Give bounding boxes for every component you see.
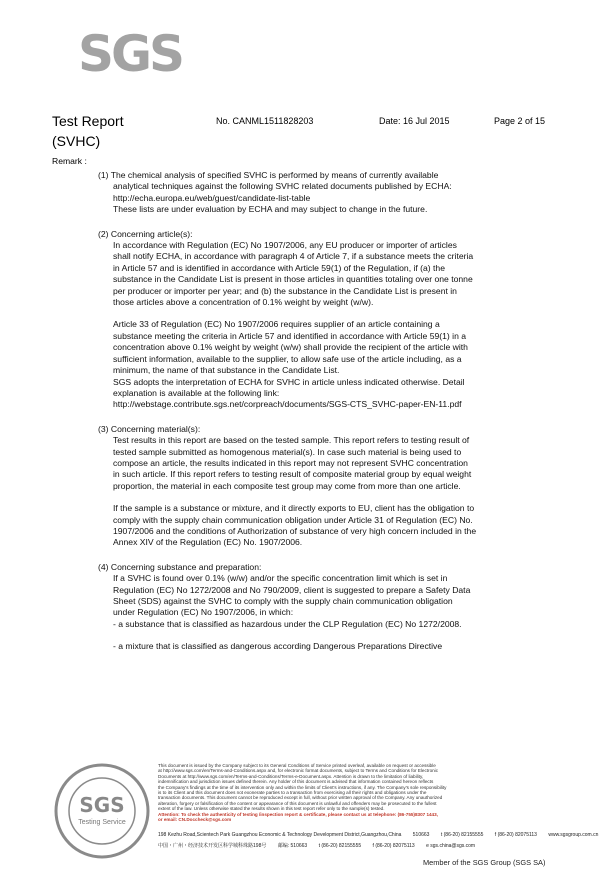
report-number: No. CANML1511828203 bbox=[216, 116, 314, 126]
link-text: http://webstage.contribute.sgs.net/corpreach/documents/SGS-CTS_SVHC-paper-EN-11.pdf bbox=[113, 399, 462, 410]
text-line: explanation is available at the following link: bbox=[113, 387, 280, 398]
seal-logo: SGS bbox=[79, 793, 125, 817]
text-line: tested sample submitted as homogenous material(s). In case such material is being used to bbox=[113, 446, 462, 457]
text-line: under Regulation (EC) No 1907/2006, in which: bbox=[113, 607, 294, 618]
text-line: analytical techniques against the following SVHC related documents published by ECHA: bbox=[113, 181, 452, 192]
text-line: - a substance that is classified as hazardous under the CLP Regulation (EC) No 1272/2008. bbox=[113, 618, 462, 629]
text-line: If the sample is a substance or mixture, and it directly exports to EU, client has the obligation to bbox=[113, 503, 475, 514]
text-line: proportion, the material in each composite test group may come from more than one article. bbox=[113, 480, 461, 491]
text-line: comply with the supply chain communication obligation under Article 31 of Regulation (EC) No. bbox=[113, 514, 473, 525]
section-heading: (2) Concerning article(s): bbox=[98, 228, 193, 239]
testing-service-seal bbox=[53, 762, 151, 860]
remark-body bbox=[98, 170, 558, 666]
disclaimer-line: indemnification and jurisdiction issues defined therein. Any holder of this document is advised that information contained hereon reflects bbox=[158, 779, 434, 785]
fax: f (86-20) 82075113 bbox=[494, 832, 537, 838]
text-line: Regulation (EC) No 1272/2008 and No 790/2009, client is suggested to prepare a Safety Data bbox=[113, 584, 471, 595]
section-1-lines bbox=[98, 181, 558, 215]
address-english bbox=[158, 832, 608, 838]
email: e sgs.china@sgs.com bbox=[426, 843, 476, 849]
seal-subtitle: Testing Service bbox=[78, 819, 126, 826]
text-line: In accordance with Regulation (EC) No 1907/2006, any EU producer or importer of articles bbox=[113, 240, 457, 251]
text-line: substance meeting the criteria in Article 57 and identified in accordance with Article 59(1) in a bbox=[113, 330, 467, 341]
text-line: substance in the Candidate List is present in those articles in quantities totaling over one tonne bbox=[113, 274, 473, 285]
authenticity-email: or email: CN.Doccheck@sgs.com bbox=[158, 817, 232, 823]
address-line: 198 Kezhu Road,Scientech Park Guangzhou Economic & Technology Development District,Guangzhou,China bbox=[158, 832, 402, 838]
postcode: 510663 bbox=[412, 832, 430, 838]
disclaimer-line: the Company's findings at the time of its intervention only and within the limits of Client's instructions, if any. The Company's sole responsibility bbox=[158, 784, 447, 790]
paragraph bbox=[113, 319, 558, 410]
postcode: 邮编: 510663 bbox=[277, 843, 308, 849]
text-line: compose an article, the results indicated in this report may not represent SVHC concentration bbox=[113, 457, 468, 468]
telephone: t (86-20) 82155555 bbox=[318, 843, 362, 849]
disclaimer-line: alteration, forgery or falsification of the content or appearance of this document is unlawful and offenders may be prosecuted to the fullest bbox=[158, 800, 437, 806]
paragraph bbox=[113, 641, 558, 652]
text-line: These lists are under evaluation by ECHA and may subject to change in the future. bbox=[113, 204, 428, 215]
disclaimer-line: at http://www.sgs.com/en/Terms-and-Conditions.aspx and, for electronic format documents, subject to Terms and Conditions for Electronic bbox=[158, 768, 439, 774]
page-number: Page 2 of 15 bbox=[494, 116, 546, 126]
text-line: Sheet (SDS) against the SVHC to comply with the supply chain communication obligation bbox=[113, 596, 453, 606]
disclaimer-line: This document is issued by the Company subject to its General Conditions of Service printed overleaf, available on request or accessible bbox=[158, 763, 436, 768]
fax: f (86-20) 82075113 bbox=[372, 843, 415, 849]
disclaimer-line: extent of the law. Unless otherwise stated the results shown in this test report refer only to the sample(s) tested. bbox=[158, 806, 385, 812]
text-line: those articles above a concentration of 0.1% weight by weight (w/w). bbox=[113, 297, 374, 308]
report-title-line1: Test Report bbox=[52, 113, 124, 129]
disclaimer-line: transaction documents. This document cannot be reproduced except in full, without prior written approval of the Company. Any unauthorized bbox=[158, 795, 443, 801]
section-3-content bbox=[98, 435, 558, 549]
paragraph bbox=[113, 503, 558, 549]
text-line: If a SVHC is found over 0.1% (w/w) and/or the specific concentration limit which is set in bbox=[113, 573, 448, 584]
section-4-content bbox=[98, 573, 558, 652]
paragraph bbox=[113, 240, 558, 308]
report-date: Date: 16 Jul 2015 bbox=[379, 116, 450, 126]
text-line: in such article. If this report refers to testing result of composite material group by equal weight bbox=[113, 469, 472, 480]
section-2-content bbox=[98, 240, 558, 411]
sgs-logo-text: SGS bbox=[78, 25, 183, 83]
section-heading: (4) Concerning substance and preparation: bbox=[98, 561, 262, 572]
address-chinese bbox=[158, 842, 485, 849]
remark-label: Remark : bbox=[52, 156, 87, 166]
telephone: t (86-20) 82155555 bbox=[440, 832, 484, 838]
disclaimer-line: Documents at http://www.sgs.com/en/Terms-and-Conditions/Terms-e-Document.aspx. Attention is drawn to the limitation of liability, bbox=[158, 773, 424, 779]
paragraph bbox=[113, 573, 558, 630]
text-line: shall notify ECHA, in accordance with paragraph 4 of Article 7, if a substance meets the criteria bbox=[113, 251, 474, 262]
text-line: Article 33 of Regulation (EC) No 1907/2006 requires supplier of an article containing a bbox=[113, 319, 440, 330]
sgs-logo bbox=[76, 25, 183, 83]
section-1 bbox=[98, 170, 558, 216]
address-line: 中国・广州・经济技术开发区科学城科珠路198号 bbox=[158, 843, 267, 849]
text-line: 1907/2006 and the conditions of Authorization of substance of very high concern included in the bbox=[113, 525, 477, 536]
member-line: Member of the SGS Group (SGS SA) bbox=[423, 858, 546, 867]
disclaimer-line: is to its Client and this document does not exonerate parties to a transaction from exercising all their rights and obligations under the bbox=[158, 790, 427, 796]
website: www.sgsgroup.com.cn bbox=[548, 832, 599, 838]
text-line: SGS adopts the interpretation of ECHA for SVHC in article unless indicated otherwise. Detail bbox=[113, 376, 465, 387]
section-3 bbox=[98, 424, 558, 549]
report-title-line2: (SVHC) bbox=[52, 133, 101, 149]
section-4 bbox=[98, 562, 558, 653]
paragraph bbox=[113, 435, 558, 492]
text-line: Test results in this report are based on the tested sample. This report refers to testing result of bbox=[113, 435, 470, 446]
text-line: concentration above 0.1% weight by weight (w/w) shall provide the recipient of the article with bbox=[113, 342, 468, 353]
authenticity-note: Attention: To check the authenticity of testing /inspection report & certificate, please contact us at telephone: (86-755)8307 1443, bbox=[158, 811, 438, 817]
text-line: http://echa.europa.eu/web/guest/candidate-list-table bbox=[113, 192, 311, 203]
text-line: sufficient information, available to the supplier, to allow safe use of the article including, as a bbox=[113, 353, 462, 364]
section-2 bbox=[98, 229, 558, 411]
text-line: - a mixture that is classified as dangerous according Dangerous Preparations Directive bbox=[113, 641, 443, 652]
text-line: minimum, the name of that substance in the Candidate List. bbox=[113, 365, 340, 376]
footer-disclaimer bbox=[158, 763, 560, 822]
report-title bbox=[52, 111, 124, 151]
section-heading: (3) Concerning material(s): bbox=[98, 423, 201, 434]
text-line: in Article 57 and is identified in accordance with Article 59(1) of the Regulation, if (a) the bbox=[113, 262, 445, 273]
section-heading: (1) The chemical analysis of specified SVHC is performed by means of currently available bbox=[98, 170, 439, 180]
text-line: per producer or importer per year; and (b) the substance in the Candidate List is present in bbox=[113, 285, 457, 296]
text-line: Annex XIV of the Regulation (EC) No. 1907/2006. bbox=[113, 537, 303, 548]
